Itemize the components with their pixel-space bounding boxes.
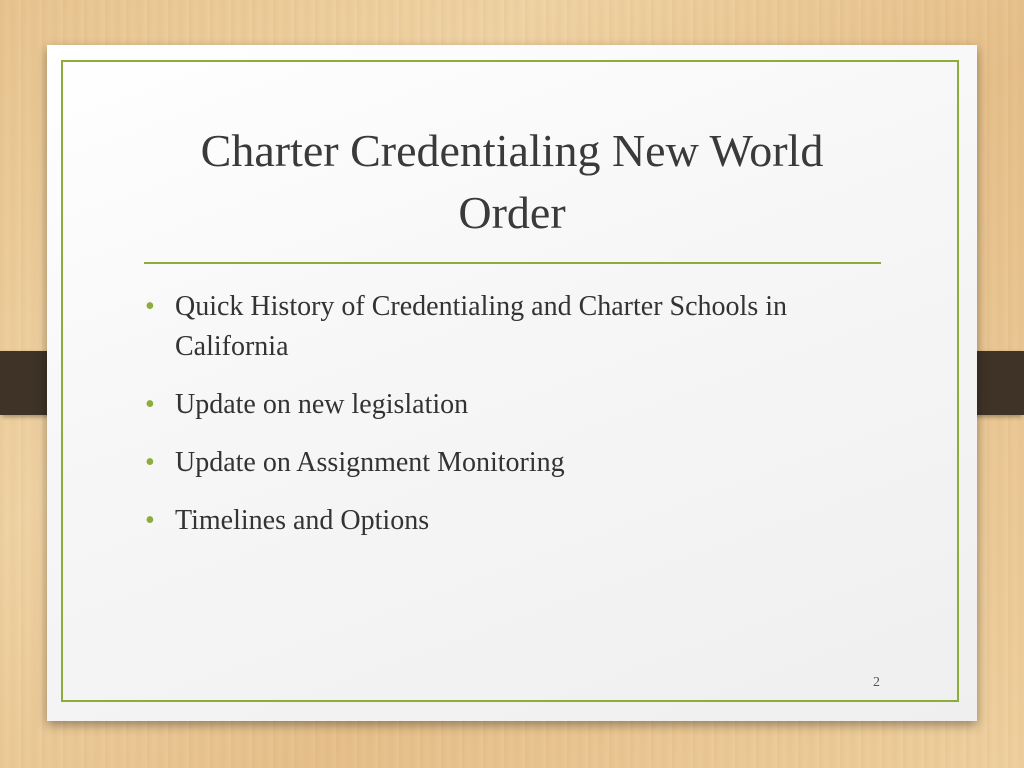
bullet-icon: • [145,389,155,420]
bullet-icon: • [145,291,155,322]
bullet-item [143,287,883,367]
bullet-text: Update on new legislation [175,389,469,420]
bullet-text: Update on Assignment Monitoring [175,447,565,478]
bullet-icon: • [145,505,155,536]
bullet-icon: • [145,447,155,478]
title-divider [144,262,881,264]
slide [47,45,977,721]
bullet-list [143,287,883,559]
bullet-text: Quick History of Credentialing and Charter Schools in California [175,291,787,362]
bullet-item [143,385,883,425]
bullet-item [143,443,883,483]
slide-title: Charter Credentialing New World Order [200,125,824,238]
bullet-item [143,501,883,541]
bullet-text: Timelines and Options [175,505,430,536]
page-number: 2 [873,675,880,690]
